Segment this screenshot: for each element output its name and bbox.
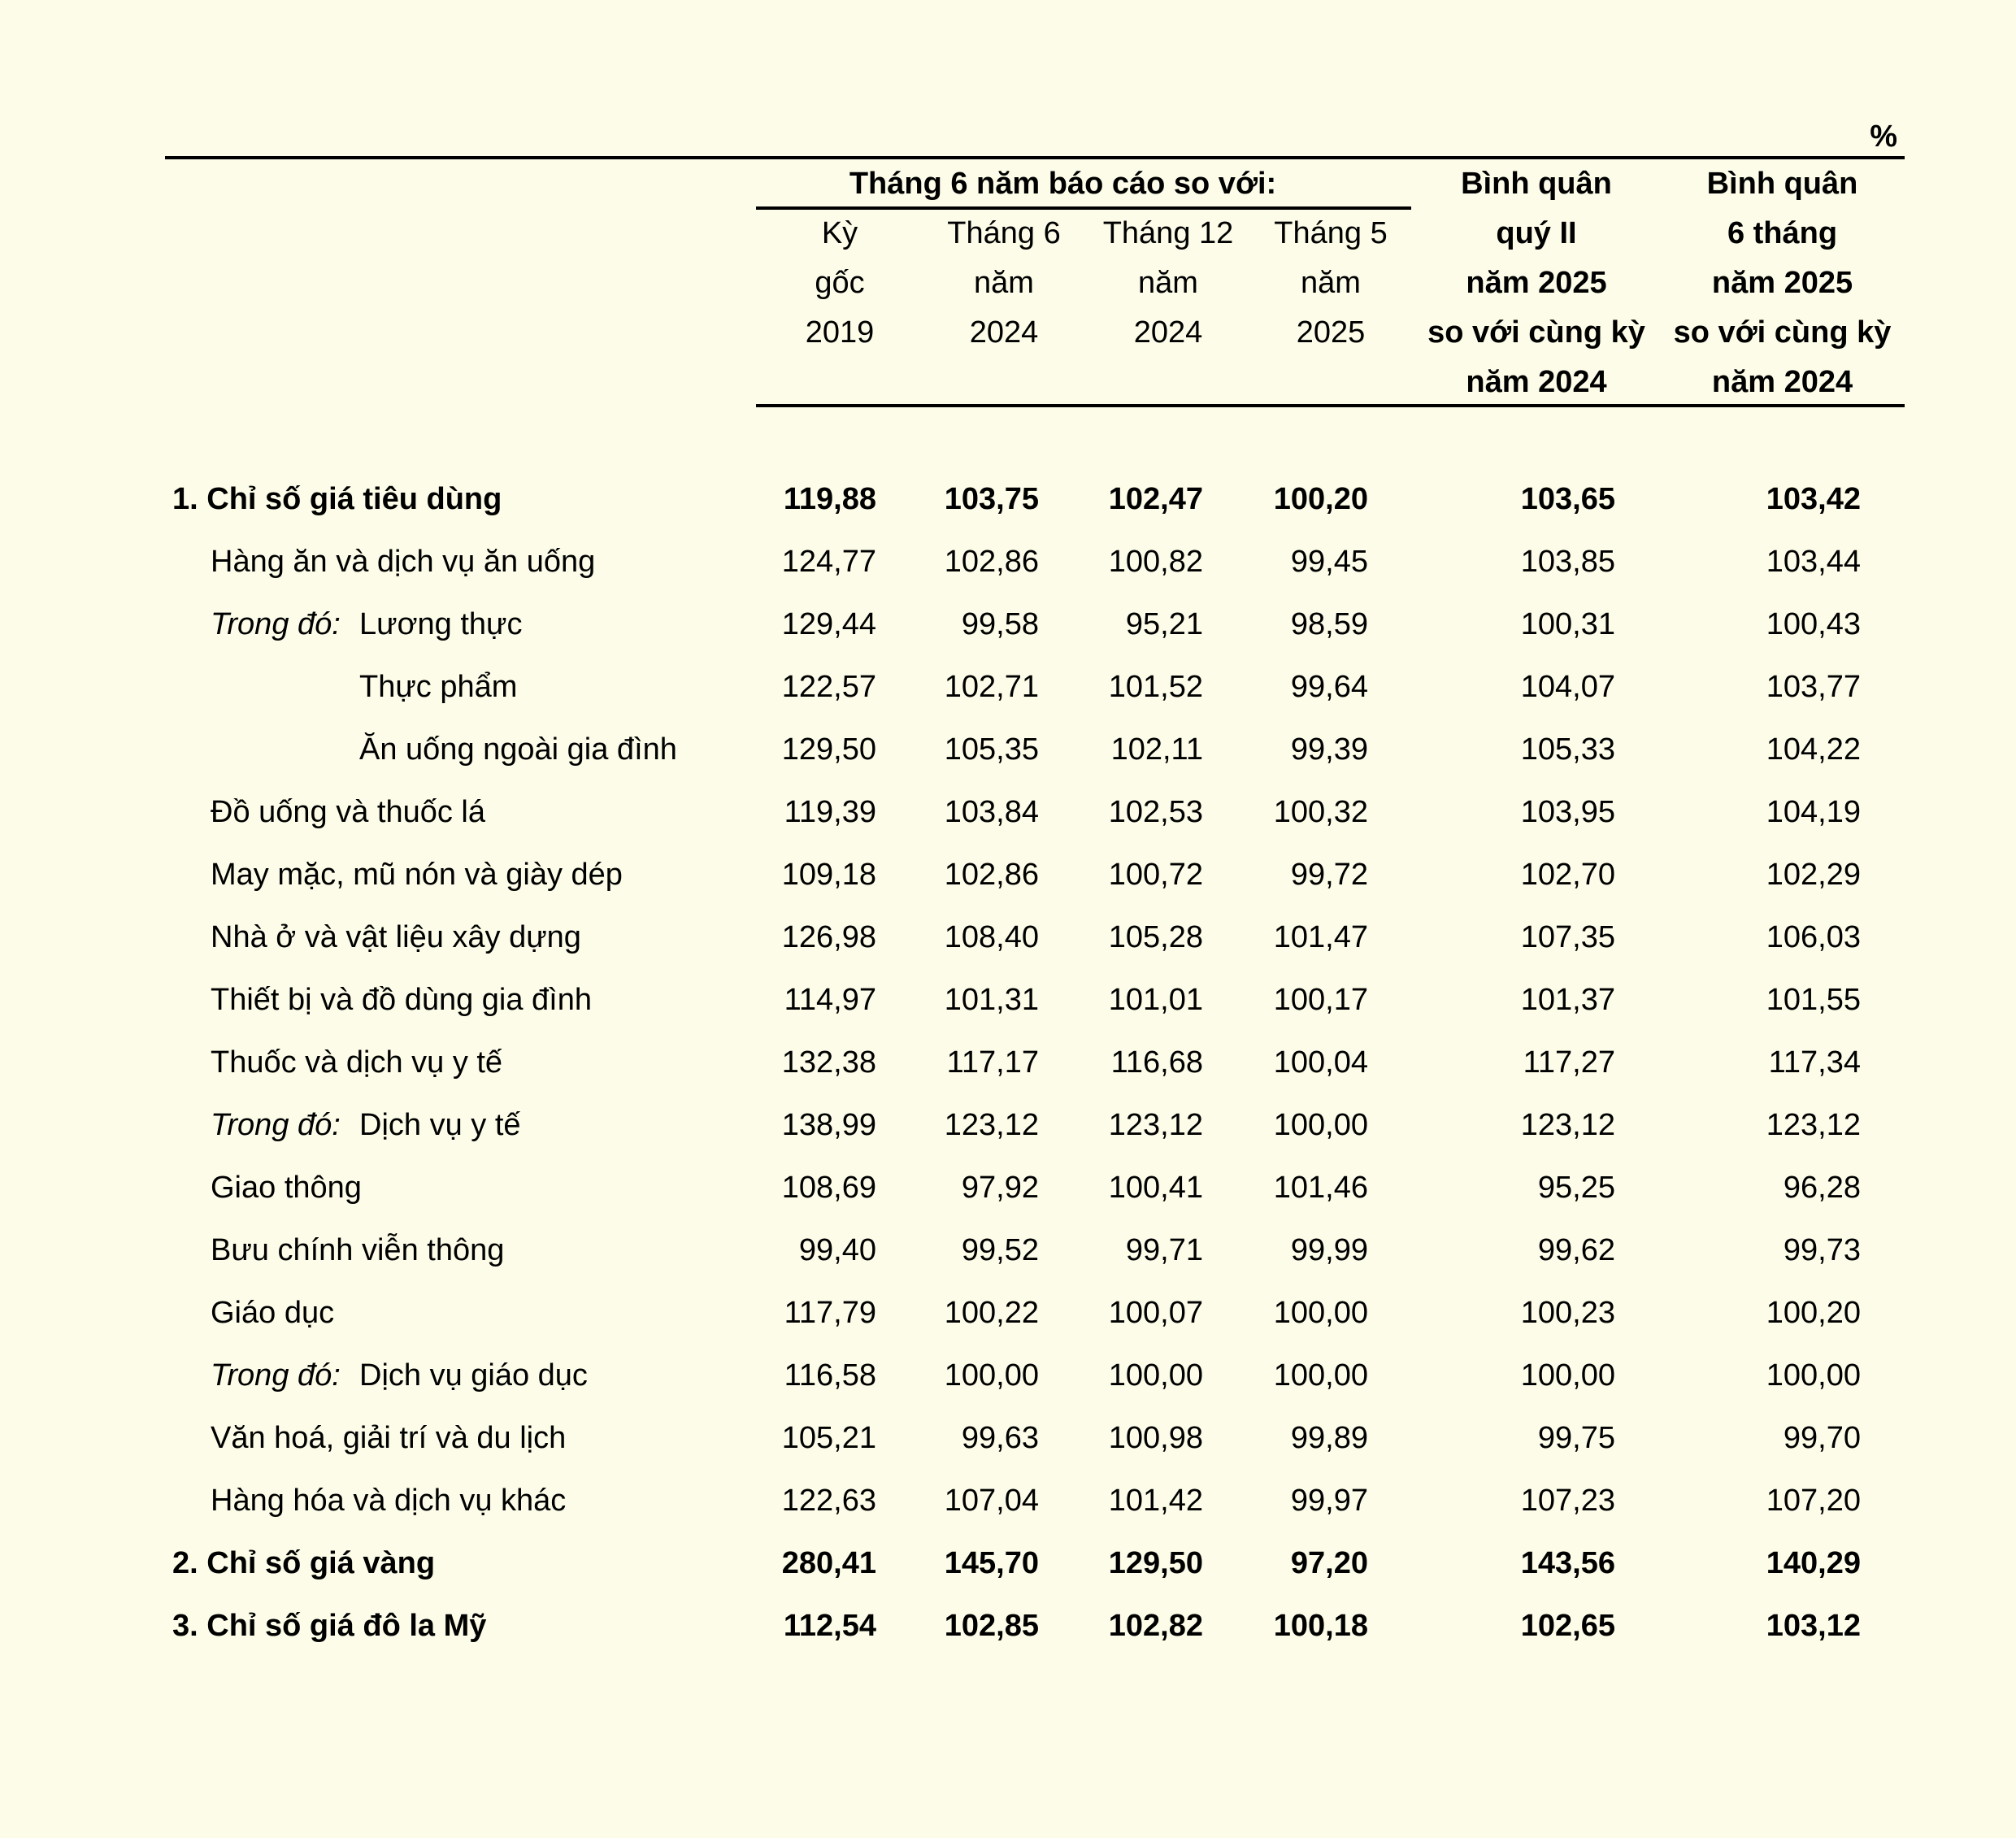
- value-q2-average: 101,37: [1520, 983, 1615, 1017]
- value-q2-average: 100,31: [1520, 607, 1615, 641]
- value-june-2024: 123,12: [944, 1108, 1039, 1142]
- value-base-2019: 280,41: [781, 1546, 876, 1580]
- value-6-month-average: 123,12: [1766, 1108, 1861, 1142]
- table-row: [0, 906, 2016, 969]
- column-header-may-2025: Tháng 5 năm 2025: [1274, 216, 1388, 350]
- value-december-2024: 102,53: [1108, 795, 1203, 829]
- row-label: 1. Chỉ số giá tiêu dùng: [172, 482, 502, 516]
- group-title: Tháng 6 năm báo cáo so với:: [849, 167, 1277, 201]
- value-6-month-average: 96,28: [1783, 1171, 1861, 1205]
- value-december-2024: 101,01: [1108, 983, 1203, 1017]
- row-label: Văn hoá, giải trí và du lịch: [211, 1421, 567, 1455]
- value-base-2019: 129,50: [781, 732, 876, 767]
- value-6-month-average: 117,34: [1768, 1045, 1861, 1080]
- value-december-2024: 100,07: [1108, 1296, 1203, 1330]
- value-q2-average: 102,65: [1520, 1609, 1615, 1643]
- table-row: [0, 1470, 2016, 1532]
- row-label: Dịch vụ giáo dục: [359, 1358, 588, 1393]
- value-december-2024: 101,42: [1108, 1484, 1203, 1518]
- value-may-2025: 99,99: [1290, 1233, 1368, 1267]
- value-base-2019: 126,98: [781, 920, 876, 954]
- row-label: Đồ uống và thuốc lá: [211, 795, 486, 829]
- value-june-2024: 105,35: [944, 732, 1039, 767]
- value-december-2024: 100,41: [1108, 1171, 1203, 1205]
- value-december-2024: 102,11: [1110, 732, 1203, 767]
- value-6-month-average: 106,03: [1766, 920, 1861, 954]
- row-label: Thực phẩm: [359, 670, 518, 704]
- value-base-2019: 119,88: [783, 482, 876, 516]
- value-may-2025: 99,72: [1290, 858, 1368, 892]
- value-q2-average: 100,23: [1520, 1296, 1615, 1330]
- value-base-2019: 105,21: [781, 1421, 876, 1455]
- value-q2-average: 117,27: [1523, 1045, 1615, 1080]
- row-prefix: Trong đó:: [211, 1358, 341, 1393]
- table-row: [0, 1094, 2016, 1157]
- value-6-month-average: 102,29: [1766, 858, 1861, 892]
- value-6-month-average: 107,20: [1766, 1484, 1861, 1518]
- value-base-2019: 116,58: [784, 1358, 876, 1393]
- value-june-2024: 103,75: [944, 482, 1039, 516]
- value-q2-average: 105,33: [1520, 732, 1615, 767]
- value-december-2024: 100,00: [1108, 1358, 1203, 1393]
- value-june-2024: 102,86: [944, 545, 1039, 579]
- value-may-2025: 100,00: [1273, 1296, 1368, 1330]
- row-label: 3. Chỉ số giá đô la Mỹ: [172, 1609, 487, 1643]
- value-june-2024: 103,84: [944, 795, 1039, 829]
- row-label: Bưu chính viễn thông: [211, 1233, 505, 1267]
- row-label: Ăn uống ngoài gia đình: [359, 732, 677, 767]
- value-6-month-average: 104,19: [1766, 795, 1861, 829]
- value-december-2024: 102,47: [1108, 482, 1203, 516]
- row-label: Giao thông: [211, 1171, 362, 1205]
- table-row: [0, 1032, 2016, 1094]
- value-6-month-average: 103,44: [1766, 545, 1861, 579]
- value-june-2024: 97,92: [961, 1171, 1039, 1205]
- value-6-month-average: 103,42: [1766, 482, 1861, 516]
- column-header-base-2019: Kỳ gốc 2019: [805, 216, 875, 350]
- value-base-2019: 122,57: [781, 670, 876, 704]
- unit-label: %: [1870, 119, 1897, 154]
- value-may-2025: 99,45: [1290, 545, 1368, 579]
- value-december-2024: 123,12: [1108, 1108, 1203, 1142]
- row-label: Thiết bị và đồ dùng gia đình: [211, 983, 593, 1017]
- table-row: [0, 656, 2016, 719]
- row-prefix: Trong đó:: [211, 607, 341, 641]
- value-may-2025: 99,39: [1290, 732, 1368, 767]
- value-base-2019: 117,79: [784, 1296, 876, 1330]
- value-base-2019: 122,63: [781, 1484, 876, 1518]
- value-6-month-average: 140,29: [1766, 1546, 1861, 1580]
- value-q2-average: 104,07: [1520, 670, 1615, 704]
- value-6-month-average: 100,43: [1766, 607, 1861, 641]
- value-june-2024: 100,00: [944, 1358, 1039, 1393]
- row-label: Nhà ở và vật liệu xây dựng: [211, 920, 581, 954]
- table-row: [0, 719, 2016, 781]
- value-june-2024: 99,58: [961, 607, 1039, 641]
- table-row: [0, 593, 2016, 656]
- value-6-month-average: 99,70: [1783, 1421, 1861, 1455]
- value-base-2019: 114,97: [784, 983, 876, 1017]
- value-december-2024: 99,71: [1125, 1233, 1203, 1267]
- table-row: [0, 1407, 2016, 1470]
- value-q2-average: 95,25: [1537, 1171, 1615, 1205]
- table-row: [0, 1532, 2016, 1595]
- table-row: [0, 531, 2016, 593]
- row-label: Dịch vụ y tế: [359, 1108, 521, 1142]
- row-label: Hàng hóa và dịch vụ khác: [211, 1484, 567, 1518]
- value-december-2024: 101,52: [1108, 670, 1203, 704]
- row-label: 2. Chỉ số giá vàng: [172, 1546, 436, 1580]
- table-row: [0, 781, 2016, 844]
- value-june-2024: 117,17: [946, 1045, 1039, 1080]
- value-december-2024: 116,68: [1110, 1045, 1203, 1080]
- table-row: [0, 1595, 2016, 1658]
- value-base-2019: 132,38: [781, 1045, 876, 1080]
- header-bottom-rule: [756, 404, 1905, 407]
- value-june-2024: 100,22: [944, 1296, 1039, 1330]
- value-base-2019: 119,39: [784, 795, 876, 829]
- value-may-2025: 100,17: [1273, 983, 1368, 1017]
- value-may-2025: 100,20: [1273, 482, 1368, 516]
- row-label: Hàng ăn và dịch vụ ăn uống: [211, 545, 596, 579]
- column-header-q2-average: Bình quân quý II năm 2025 so với cùng kỳ năm 2024: [1427, 167, 1645, 399]
- value-may-2025: 97,20: [1290, 1546, 1368, 1580]
- value-may-2025: 98,59: [1290, 607, 1368, 641]
- table-row: [0, 969, 2016, 1032]
- value-q2-average: 102,70: [1520, 858, 1615, 892]
- value-6-month-average: 103,12: [1766, 1609, 1861, 1643]
- table-row: [0, 1219, 2016, 1282]
- column-header-6-month-average: Bình quân 6 tháng năm 2025 so với cùng kỳ năm 2024: [1673, 167, 1892, 399]
- row-label: Giáo dục: [211, 1296, 335, 1330]
- table-row: [0, 468, 2016, 531]
- value-6-month-average: 103,77: [1766, 670, 1861, 704]
- value-q2-average: 103,95: [1520, 795, 1615, 829]
- value-q2-average: 107,23: [1520, 1484, 1615, 1518]
- value-may-2025: 101,46: [1273, 1171, 1368, 1205]
- row-label: May mặc, mũ nón và giày dép: [211, 858, 623, 892]
- value-december-2024: 100,82: [1108, 545, 1203, 579]
- value-june-2024: 101,31: [944, 983, 1039, 1017]
- value-may-2025: 99,97: [1290, 1484, 1368, 1518]
- value-june-2024: 102,86: [944, 858, 1039, 892]
- value-june-2024: 102,85: [944, 1609, 1039, 1643]
- value-december-2024: 100,72: [1108, 858, 1203, 892]
- value-base-2019: 99,40: [798, 1233, 876, 1267]
- value-q2-average: 103,85: [1520, 545, 1615, 579]
- value-december-2024: 95,21: [1125, 607, 1203, 641]
- value-may-2025: 100,00: [1273, 1358, 1368, 1393]
- value-december-2024: 100,98: [1108, 1421, 1203, 1455]
- value-june-2024: 107,04: [944, 1484, 1039, 1518]
- value-q2-average: 107,35: [1520, 920, 1615, 954]
- value-q2-average: 103,65: [1520, 482, 1615, 516]
- table-row: [0, 1157, 2016, 1219]
- value-june-2024: 145,70: [944, 1546, 1039, 1580]
- value-december-2024: 102,82: [1108, 1609, 1203, 1643]
- table-row: [0, 844, 2016, 906]
- value-base-2019: 129,44: [781, 607, 876, 641]
- value-6-month-average: 104,22: [1766, 732, 1861, 767]
- value-base-2019: 108,69: [781, 1171, 876, 1205]
- column-header-june-2024: Tháng 6 năm 2024: [947, 216, 1061, 350]
- value-base-2019: 112,54: [783, 1609, 876, 1643]
- value-q2-average: 99,75: [1537, 1421, 1615, 1455]
- row-prefix: Trong đó:: [211, 1108, 341, 1142]
- table-row: [0, 1345, 2016, 1407]
- value-6-month-average: 100,00: [1766, 1358, 1861, 1393]
- row-label: Thuốc và dịch vụ y tế: [211, 1045, 503, 1080]
- value-may-2025: 100,00: [1273, 1108, 1368, 1142]
- value-q2-average: 100,00: [1520, 1358, 1615, 1393]
- value-base-2019: 124,77: [781, 545, 876, 579]
- value-may-2025: 101,47: [1273, 920, 1368, 954]
- value-base-2019: 109,18: [781, 858, 876, 892]
- column-header-december-2024: Tháng 12 năm 2024: [1102, 216, 1234, 350]
- value-q2-average: 99,62: [1537, 1233, 1615, 1267]
- value-june-2024: 99,52: [961, 1233, 1039, 1267]
- table-row: [0, 1282, 2016, 1345]
- value-6-month-average: 99,73: [1783, 1233, 1861, 1267]
- value-base-2019: 138,99: [781, 1108, 876, 1142]
- value-may-2025: 100,04: [1273, 1045, 1368, 1080]
- value-june-2024: 99,63: [961, 1421, 1039, 1455]
- value-december-2024: 129,50: [1108, 1546, 1203, 1580]
- value-may-2025: 100,18: [1273, 1609, 1368, 1643]
- value-6-month-average: 100,20: [1766, 1296, 1861, 1330]
- value-may-2025: 100,32: [1273, 795, 1368, 829]
- value-june-2024: 108,40: [944, 920, 1039, 954]
- value-q2-average: 143,56: [1520, 1546, 1615, 1580]
- value-december-2024: 105,28: [1108, 920, 1203, 954]
- row-label: Lương thực: [359, 607, 523, 641]
- value-q2-average: 123,12: [1520, 1108, 1615, 1142]
- value-june-2024: 102,71: [944, 670, 1039, 704]
- value-may-2025: 99,64: [1290, 670, 1368, 704]
- value-6-month-average: 101,55: [1766, 983, 1861, 1017]
- value-may-2025: 99,89: [1290, 1421, 1368, 1455]
